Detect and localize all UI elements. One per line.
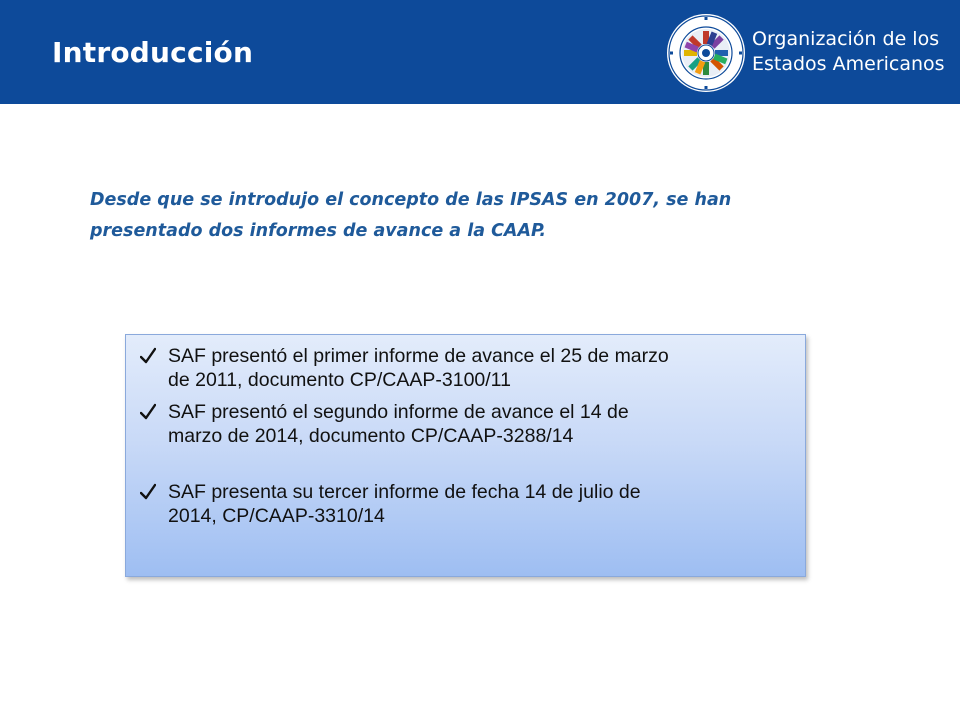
list-item: [136, 344, 786, 392]
list-item: [136, 400, 786, 448]
list-item-line-2: 2014, CP/CAAP-3310/14: [168, 505, 385, 527]
oas-seal-logo: [666, 13, 746, 93]
reports-callout-box: [125, 334, 806, 577]
list-item-line-1: SAF presentó el segundo informe de avance el 14 de: [168, 401, 629, 423]
intro-line-1: Desde que se introdujo el concepto de las IPSAS en 2007, se han: [90, 190, 732, 210]
list-item: [136, 480, 786, 528]
header-bar: [0, 0, 960, 104]
checkmark-icon: [140, 346, 156, 366]
checkmark-icon: [140, 402, 156, 422]
list-item-line-2: de 2011, documento CP/CAAP-3100/11: [168, 369, 511, 391]
org-name-line-2: Estados Americanos: [752, 53, 945, 75]
organization-name: [752, 27, 945, 77]
org-name-line-1: Organización de los: [752, 28, 940, 50]
list-item-line-1: SAF presentó el primer informe de avance el 25 de marzo: [168, 345, 669, 367]
page-title: Introducción: [52, 36, 254, 69]
list-item-line-2: marzo de 2014, documento CP/CAAP-3288/14: [168, 425, 574, 447]
reports-list: [136, 344, 786, 528]
checkmark-icon: [140, 482, 156, 502]
list-item-line-1: SAF presenta su tercer informe de fecha 14 de julio de: [168, 481, 641, 503]
intro-paragraph: [90, 185, 850, 247]
intro-line-2: presentado dos informes de avance a la CAAP.: [90, 221, 546, 241]
